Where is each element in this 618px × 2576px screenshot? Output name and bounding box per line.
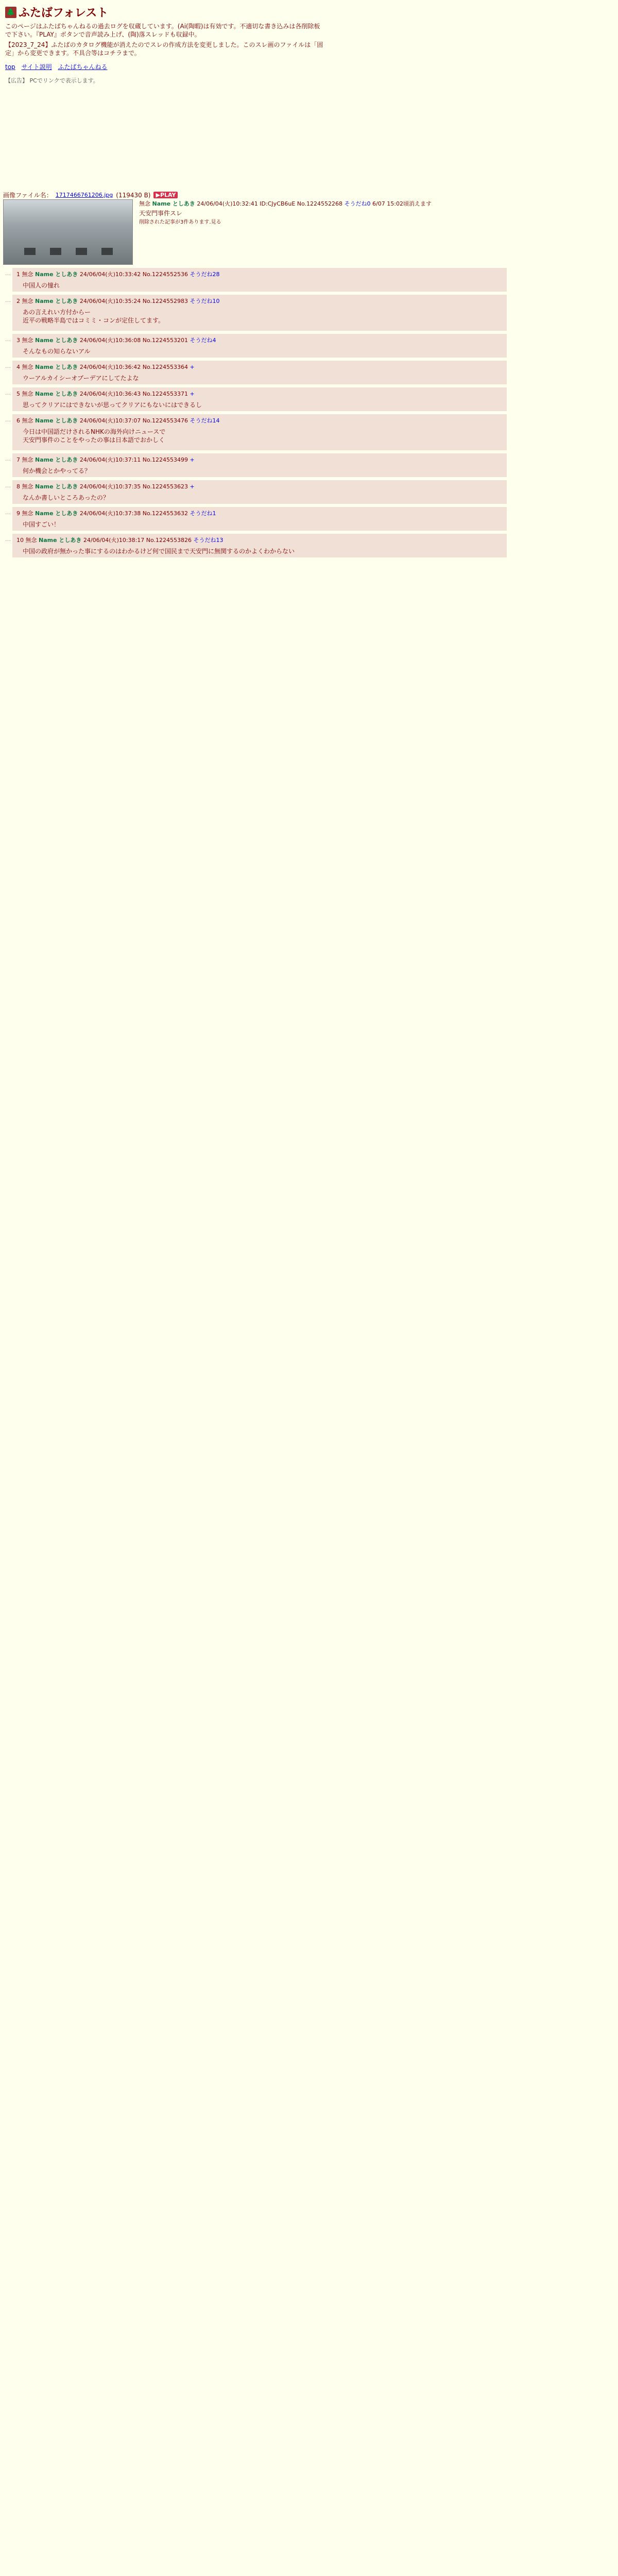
reply-line: 今日は中国語だけされるNHKの海外向けニュースで [23, 428, 166, 435]
reply-text: そんなもの知らないアル [23, 348, 91, 355]
site-notice: 【2023_7_24】ふたばのカタログ機能が消えたのでスレの作成方法を変更しました。このスレ画のファイルは「固定」から変更できます。不具合等はコチラまで。 [5, 41, 323, 57]
op-date: 24/06/04(火)10:32:41 [197, 200, 258, 207]
reply-number[interactable]: No.1224552536 [142, 271, 188, 278]
reply-number[interactable]: No.1224553201 [142, 337, 188, 344]
reply-sodane[interactable]: そうだね28 [190, 271, 220, 278]
op-deadline: 6/07 15:02頃消えます [372, 200, 432, 207]
reply-index: 9 [16, 510, 20, 517]
reply-index: 1 [16, 271, 20, 278]
reply-sodane[interactable]: そうだね10 [190, 298, 220, 304]
reply-sodane[interactable]: + [190, 391, 195, 397]
reply-date: 24/06/04(火)10:33:42 [79, 271, 141, 278]
reply-name: Name としあき [35, 337, 78, 344]
op-line-2: 削除された記事が3件あります.見る [139, 219, 221, 225]
tank-shape [101, 248, 113, 255]
reply-marker: … [5, 482, 11, 489]
reply-text [23, 308, 503, 325]
reply-name: Name としあき [35, 483, 78, 490]
file-size: (119430 B) [116, 191, 151, 199]
reply [5, 387, 507, 411]
reply-number[interactable]: No.1224553632 [142, 510, 188, 517]
reply-meta: 1 無念 Name としあき 24/06/04(火)10:33:42 No.1224552536 そうだね28 [16, 271, 220, 278]
op-text [139, 199, 432, 265]
reply-text: 思ってクリアにはできないが思ってクリアにもないにはできるし [23, 401, 202, 409]
header [0, 0, 618, 84]
reply-number[interactable]: No.1224553364 [142, 364, 188, 370]
reply-name: Name としあき [35, 298, 78, 304]
reply-meta: 5 無念 Name としあき 24/06/04(火)10:36:43 No.1224553371 + [16, 391, 195, 397]
tank-shape [24, 248, 36, 255]
reply-marker: … [5, 455, 11, 462]
reply-date: 24/06/04(火)10:37:38 [79, 510, 141, 517]
reply-marker: … [5, 509, 11, 516]
reply-name: Name としあき [35, 417, 78, 424]
tree-icon: 🌲 [5, 7, 16, 18]
reply-marker: … [5, 297, 11, 303]
nav-top[interactable]: top [5, 63, 15, 71]
reply-meta: 2 無念 Name としあき 24/06/04(火)10:35:24 No.1224552983 そうだね10 [16, 298, 220, 304]
reply-marker: … [5, 389, 11, 396]
reply-text: 中国の政府が無かった事にするのはわかるけど何で国民まで天安門に無関するのかよくわからない [23, 548, 295, 555]
op-sodane[interactable]: そうだね0 [344, 200, 371, 207]
nav-about[interactable]: サイト説明 [21, 63, 52, 71]
reply-sodane[interactable]: + [190, 483, 195, 490]
reply-marker: … [5, 363, 11, 369]
reply-name: Name としあき [35, 364, 78, 370]
op-subject: 無念 [139, 200, 150, 207]
site-description: このページはふたばちゃんねるの過去ログを収蔵しています。(Ai(陶暇)は有効です。不適切な書き込みは各削除板で下さい。『PLAY』ボタンで音声読み上げ、(陶)落スレッドも収録中。 [5, 23, 320, 38]
reply [5, 334, 507, 358]
reply-sodane[interactable]: + [190, 456, 195, 463]
reply-meta: 8 無念 Name としあき 24/06/04(火)10:37:35 No.1224553623 + [16, 483, 195, 490]
reply-date: 24/06/04(火)10:36:08 [79, 337, 141, 344]
reply-marker: … [5, 336, 11, 343]
reply-number[interactable]: No.1224552983 [142, 298, 188, 304]
tank-shape [76, 248, 87, 255]
reply-text: 何か機会とかやってる？ [23, 467, 91, 474]
reply-text: なんか書しいところあったの？ [23, 494, 109, 501]
reply-index: 8 [16, 483, 20, 490]
reply-date: 24/06/04(火)10:37:35 [79, 483, 141, 490]
reply-date: 24/06/04(火)10:37:11 [79, 456, 141, 463]
reply-sodane[interactable]: そうだね14 [190, 417, 220, 424]
thread [3, 191, 615, 561]
reply-line: 天安門事件のことをやったの事は日本語でおかしく [23, 436, 165, 444]
reply-meta: 10 無念 Name としあき 24/06/04(火)10:38:17 No.1224553826 そうだね13 [16, 537, 224, 544]
reply-sodane[interactable]: そうだね13 [193, 537, 224, 544]
reply-index: 7 [16, 456, 20, 463]
reply-sodane[interactable]: そうだね4 [190, 337, 216, 344]
reply-name: Name としあき [35, 510, 78, 517]
nav-futaba[interactable]: ふたばちゃんねる [58, 63, 108, 71]
file-label: 画像ファイル名： [3, 192, 53, 199]
reply-date: 24/06/04(火)10:35:24 [79, 298, 141, 304]
reply-text: ウーアルカイシーオブーデアにしてたよな [23, 375, 139, 382]
reply-index: 3 [16, 337, 20, 344]
reply-meta: 7 無念 Name としあき 24/06/04(火)10:37:11 No.1224553499 + [16, 456, 195, 463]
reply-meta: 6 無念 Name としあき 24/06/04(火)10:37:07 No.1224553476 そうだね14 [16, 417, 220, 424]
reply [5, 414, 507, 450]
reply-name: Name としあき [39, 537, 82, 544]
op-name: Name としあき [152, 200, 195, 207]
op-id: ID:CJyCB6uE [260, 200, 296, 207]
op-content [3, 199, 615, 265]
reply [5, 295, 507, 331]
reply [5, 361, 507, 384]
op-line-1: 天安門事件スレ [139, 210, 183, 217]
reply [5, 268, 507, 292]
reply [5, 507, 507, 531]
reply-index: 5 [16, 391, 20, 397]
reply-index: 4 [16, 364, 20, 370]
op-number[interactable]: No.1224552268 [297, 200, 343, 207]
reply-sodane[interactable]: + [190, 364, 195, 370]
reply-name: Name としあき [35, 391, 78, 397]
reply [5, 480, 507, 504]
reply-date: 24/06/04(火)10:36:42 [79, 364, 141, 370]
reply-meta: 9 無念 Name としあき 24/06/04(火)10:37:38 No.1224553632 そうだね1 [16, 510, 216, 517]
reply-date: 24/06/04(火)10:36:43 [79, 391, 141, 397]
reply-marker: … [5, 416, 11, 423]
reply [5, 534, 507, 557]
op-meta [139, 199, 432, 209]
reply-name: Name としあき [35, 456, 78, 463]
reply-line: 近平の戦略半島ではコミミ・コンが定住してます。 [23, 317, 165, 324]
reply-sodane[interactable]: そうだね1 [190, 510, 216, 517]
reply-index: 2 [16, 298, 20, 304]
play-button[interactable]: ▶PLAY [153, 192, 178, 198]
site-title-text: ふたばフォレスト [19, 7, 109, 20]
tank-shape [50, 248, 61, 255]
file-link[interactable]: 1717466761206.jpg [55, 192, 113, 198]
ad-notice: 【広告】 PCでリンクで表示します。 [5, 77, 99, 84]
reply-text: 中国人の憧れ [23, 282, 60, 289]
reply-meta: 4 無念 Name としあき 24/06/04(火)10:36:42 No.1224553364 + [16, 364, 195, 370]
reply-number[interactable]: No.1224553476 [142, 417, 188, 424]
reply-number[interactable]: No.1224553371 [142, 391, 188, 397]
reply-number[interactable]: No.1224553499 [142, 456, 188, 463]
reply-date: 24/06/04(火)10:37:07 [79, 417, 141, 424]
reply-index: 6 [16, 417, 20, 424]
reply [5, 453, 507, 477]
reply-meta: 3 無念 Name としあき 24/06/04(火)10:36:08 No.1224553201 そうだね4 [16, 337, 216, 344]
op-file-line [3, 191, 615, 199]
reply-number[interactable]: No.1224553826 [146, 537, 192, 544]
op-post [3, 191, 615, 265]
reply-line: あの言えれい方付からー [23, 309, 91, 316]
reply-date: 24/06/04(火)10:38:17 [83, 537, 145, 544]
reply-text: 中国すごい！ [23, 521, 60, 528]
reply-marker: … [5, 270, 11, 277]
reply-index: 10 [16, 537, 24, 544]
site-title[interactable] [5, 4, 613, 20]
reply-marker: … [5, 536, 11, 543]
reply-name: Name としあき [35, 271, 78, 278]
reply-list [3, 268, 615, 557]
nav [5, 62, 613, 71]
op-image[interactable] [3, 199, 133, 265]
reply-text [23, 428, 503, 444]
reply-number[interactable]: No.1224553623 [142, 483, 188, 490]
